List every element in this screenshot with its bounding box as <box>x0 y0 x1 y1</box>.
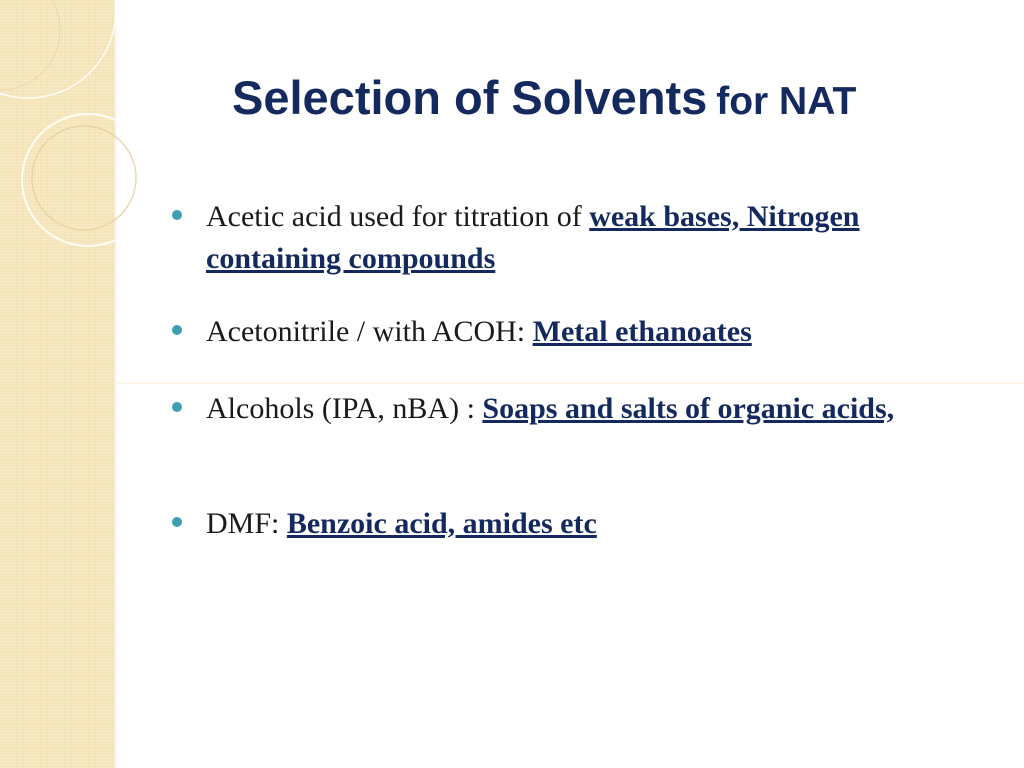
bullet-prefix: Acetonitrile / with ACOH: <box>206 315 533 348</box>
bullet-prefix: Acetic acid used for titration of <box>206 200 590 233</box>
faint-divider <box>117 382 1024 384</box>
bullet-item <box>172 503 962 545</box>
bullet-emphasis: weak bases, Nitrogen containing compounds <box>206 200 860 275</box>
bullet-dot-icon <box>172 517 182 527</box>
bullet-dot-icon <box>172 325 182 335</box>
bullet-item <box>172 196 962 280</box>
bullet-item <box>172 311 962 353</box>
bullet-prefix: Alcohols (IPA, nBA) : <box>206 392 483 425</box>
decorative-side-band <box>0 0 113 768</box>
bullet-text <box>206 311 962 353</box>
bullet-text <box>206 503 962 545</box>
slide-title-sub: for NAT <box>716 80 857 123</box>
bullet-emphasis: Benzoic acid, amides etc <box>286 507 597 540</box>
bullet-text <box>206 196 962 280</box>
bullet-item <box>172 388 962 430</box>
bullet-dot-icon <box>172 210 182 220</box>
bullet-prefix: DMF: <box>206 507 287 540</box>
bullet-dot-icon <box>172 402 182 412</box>
bullet-text <box>206 388 962 430</box>
side-band-edge <box>113 0 117 768</box>
bullet-emphasis: Metal ethanoates <box>532 315 752 348</box>
bullet-emphasis: Soaps and salts of organic acids, <box>482 392 895 425</box>
slide-title-main: Selection of Solvents <box>232 71 708 124</box>
slide-title <box>232 70 856 125</box>
